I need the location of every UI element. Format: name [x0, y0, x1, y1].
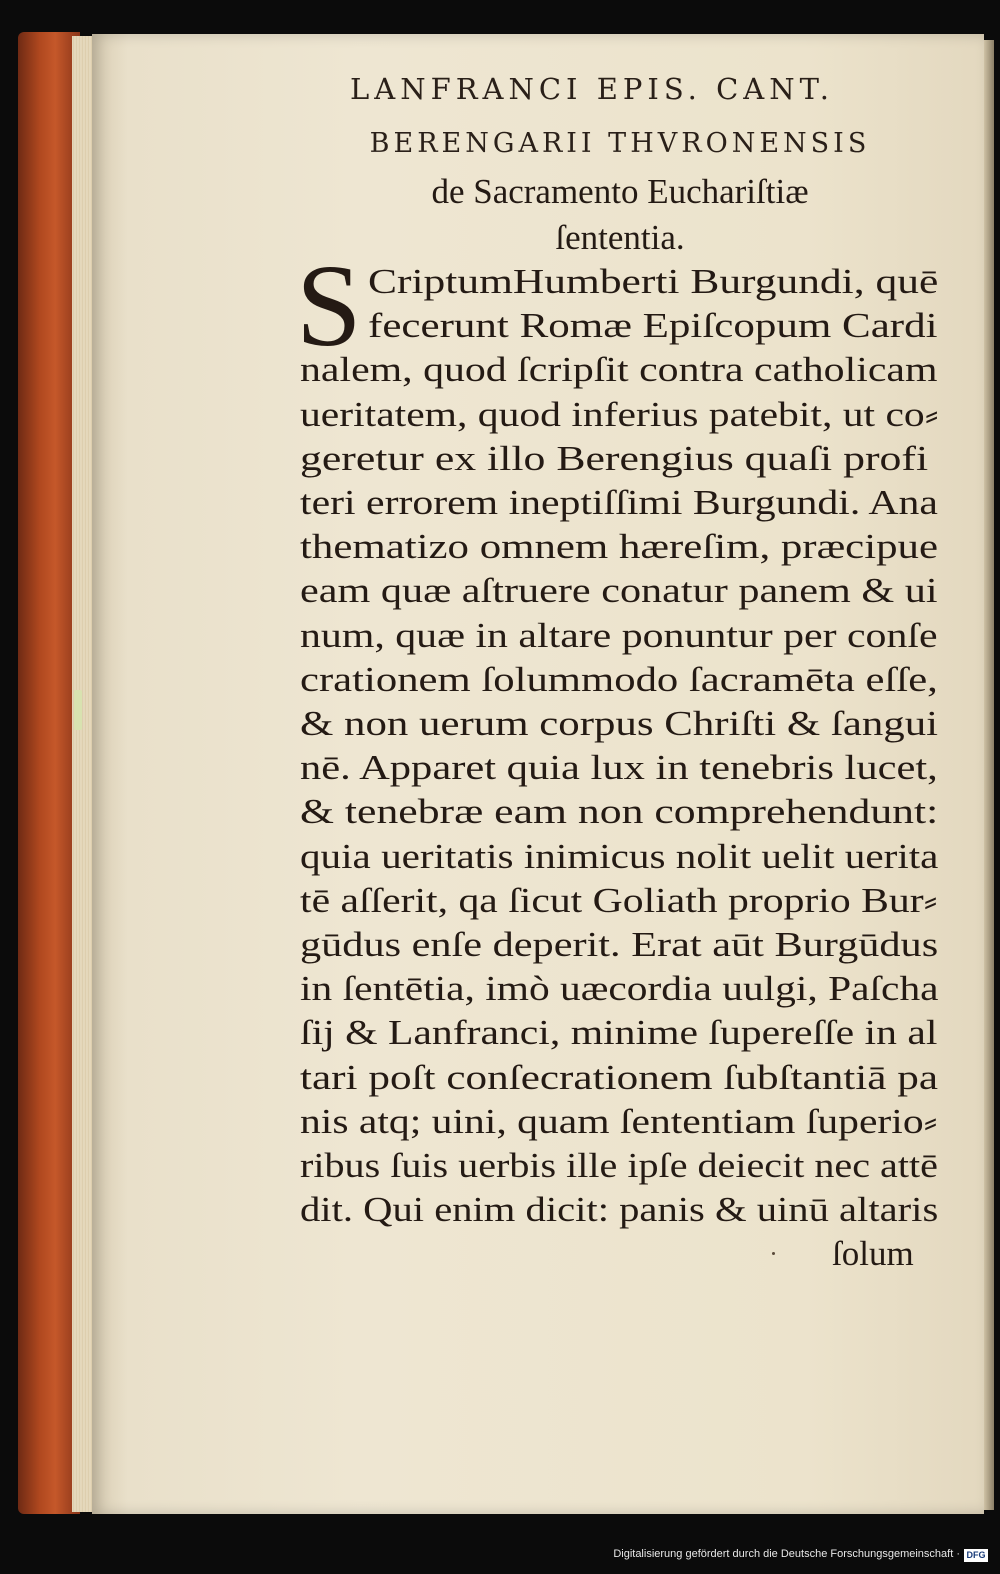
- body-line: in ſentētia, imò uæcordia uulgi, Paſcha: [300, 969, 939, 1009]
- section-title-line-3: ſententia.: [555, 218, 685, 257]
- body-line: thematizo omnem hæreſim, præcipue: [300, 527, 938, 567]
- paper-speck: [772, 1252, 775, 1255]
- page-right-edge: [984, 40, 994, 1510]
- section-title-line-1: BERENGARII THVRONENSIS: [369, 128, 871, 159]
- bookmark-ribbon: [74, 690, 82, 730]
- body-line: nis atq; uini, quam ſententiam ſuperio⸗: [300, 1101, 938, 1141]
- body-line: eam quæ aſtruere conatur panem & ui: [300, 571, 938, 611]
- body-line: & non uerum corpus Chriſti & ſangui: [300, 704, 939, 743]
- body-line: quia ueritatis inimicus nolit uelit uerita: [300, 836, 939, 876]
- body-line: num, quæ in altare ponuntur per conſe: [300, 615, 938, 655]
- body-line: crationem ſolummodo ſacramēta eſſe,: [300, 659, 938, 699]
- body-line: ſij & Lanfranci, minime ſupereſſe in al: [300, 1013, 938, 1053]
- body-line: dit. Qui enim dicit: panis & uinū altaris: [300, 1190, 939, 1230]
- book-edge-red: [18, 32, 80, 1514]
- body-line: ſolum: [832, 1234, 914, 1274]
- section-title-line-2: de Sacramento Euchariſtiæ: [431, 172, 809, 211]
- body-line: ueritatem, quod inferius patebit, ut co⸗: [300, 394, 939, 434]
- body-line: tē aſſerit, qa ſicut Goliath proprio Bur⸗: [300, 880, 938, 920]
- drop-cap: S: [296, 240, 362, 371]
- body-line: ribus ſuis uerbis ille ipſe deiecit nec attē: [300, 1146, 938, 1185]
- body-line: teri errorem ineptiſſimi Burgundi. Ana: [300, 483, 938, 522]
- body-line: & tenebræ eam non comprehendunt:: [300, 792, 939, 832]
- digitization-footer: Digitalisierung gefördert durch die Deutsche Forschungsgemeinschaft ·: [613, 1548, 960, 1560]
- body-line: nē. Apparet quia lux in tenebris lucet,: [300, 748, 938, 788]
- running-head: LANFRANCI EPIS. CANT.: [350, 72, 834, 106]
- dfg-logo: DFG: [964, 1549, 988, 1562]
- body-line: tari poſt conſecrationem ſubſtantiā pa: [300, 1057, 939, 1097]
- body-line: nalem, quod ſcripſit contra catholicam: [300, 350, 938, 390]
- body-line: fecerunt Romæ Epiſcopum Cardi: [368, 306, 938, 346]
- body-line: geretur ex illo Berengius quaſi profi: [300, 438, 929, 478]
- body-line: CriptumHumberti Burgundi, quē: [368, 262, 939, 301]
- page-stack: [72, 36, 94, 1512]
- body-line: gūdus enſe deperit. Erat aūt Burgūdus: [300, 925, 939, 964]
